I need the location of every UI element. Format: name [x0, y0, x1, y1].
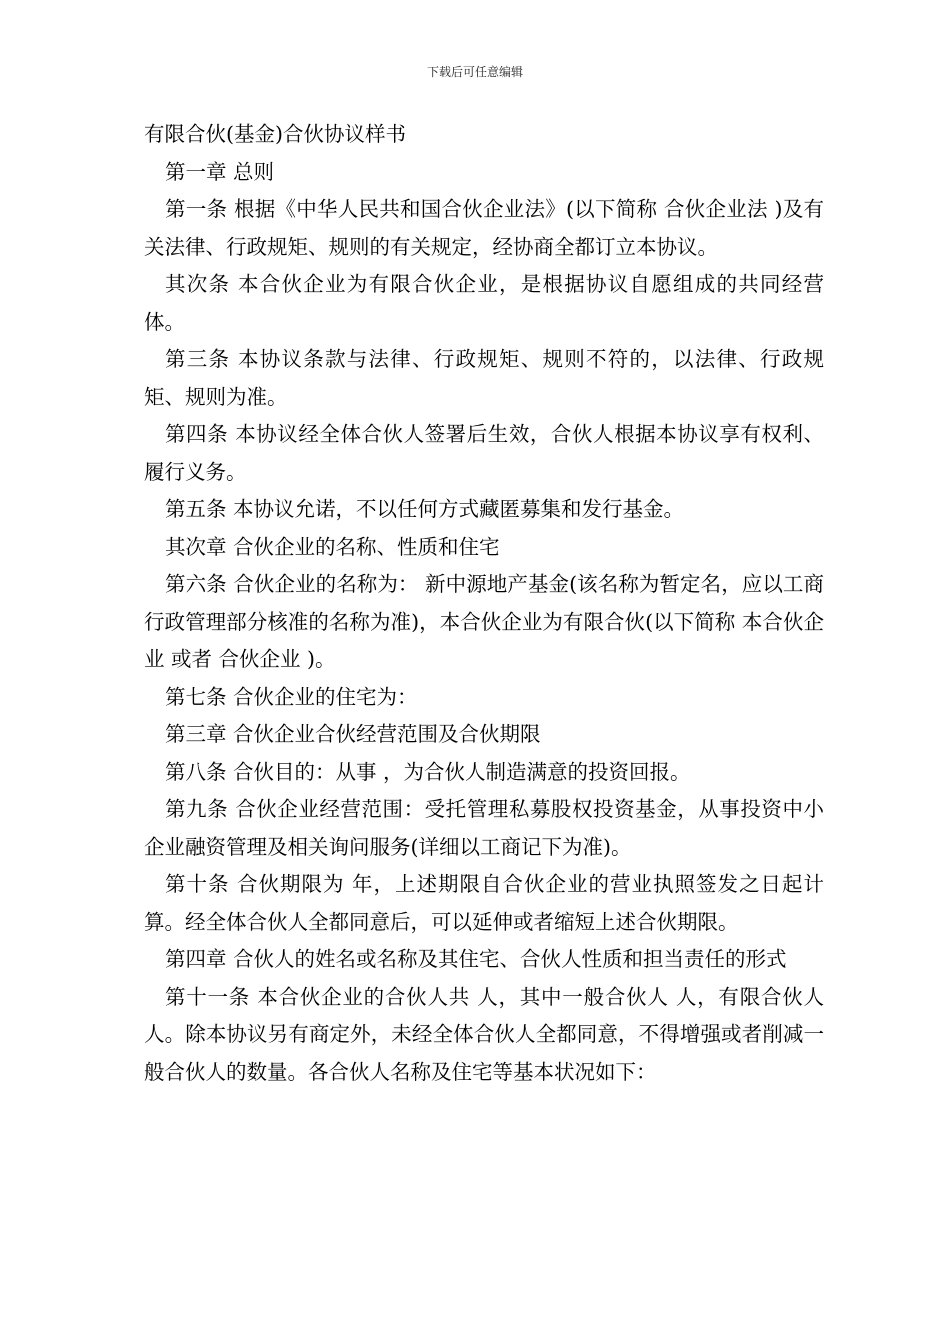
article-4: 第四条 本协议经全体合伙人签署后生效，合伙人根据本协议享有权利、履行义务。: [144, 422, 824, 484]
chapter-4-heading: 第四章 合伙人的姓名或名称及其住宅、合伙人性质和担当责任的形式: [165, 947, 787, 971]
article-3: 第三条 本协议条款与法律、行政规矩、规则不符的，以法律、行政规矩、规则为准。: [144, 347, 824, 409]
article-9: 第九条 合伙企业经营范围：受托管理私募股权投资基金，从事投资中小企业融资管理及相关询问服务(详细以工商记下为准)。: [144, 797, 824, 859]
article-5: 第五条 本协议允诺，不以任何方式藏匿募集和发行基金。: [165, 497, 685, 521]
chapter-3-heading: 第三章 合伙企业合伙经营范围及合伙期限: [165, 722, 541, 746]
document-title: 有限合伙(基金)合伙协议样书: [144, 122, 406, 146]
chapter-1-heading: 第一章 总则: [165, 159, 275, 184]
page-header-note: 下载后可任意编辑: [426, 65, 523, 79]
article-7: 第七条 合伙企业的住宅为：: [165, 684, 418, 709]
chapter-2-heading: 其次章 合伙企业的名称、性质和住宅: [165, 534, 500, 559]
article-2: 其次条 本合伙企业为有限合伙企业，是根据协议自愿组成的共同经营体。: [144, 272, 824, 334]
article-6: 第六条 合伙企业的名称为： 新中源地产基金(该名称为暂定名，应以工商行政管理部分核准的名称为准)，本合伙企业为有限合伙(以下简称 本合伙企业 或者 合伙企业 )。: [144, 572, 824, 671]
article-8: 第八条 合伙目的：从事 ，为合伙人制造满意的投资回报。: [165, 759, 691, 784]
document-body: [144, 116, 824, 1091]
article-1: 第一条 根据《中华人民共和国合伙企业法》(以下简称 合伙企业法 )及有关法律、行政规矩、规则的有关规定，经协商全都订立本协议。: [144, 197, 824, 259]
article-11: 第十一条 本合伙企业的合伙人共 人，其中一般合伙人 人，有限合伙人 人。除本协议另有商定外，未经全体合伙人全都同意，不得增强或者削减一般合伙人的数量。各合伙人名称及住宅等基本状况如下：: [144, 984, 824, 1084]
article-10: 第十条 合伙期限为 年，上述期限自合伙企业的营业执照签发之日起计算。经全体合伙人全都同意后，可以延伸或者缩短上述合伙期限。: [144, 872, 824, 934]
